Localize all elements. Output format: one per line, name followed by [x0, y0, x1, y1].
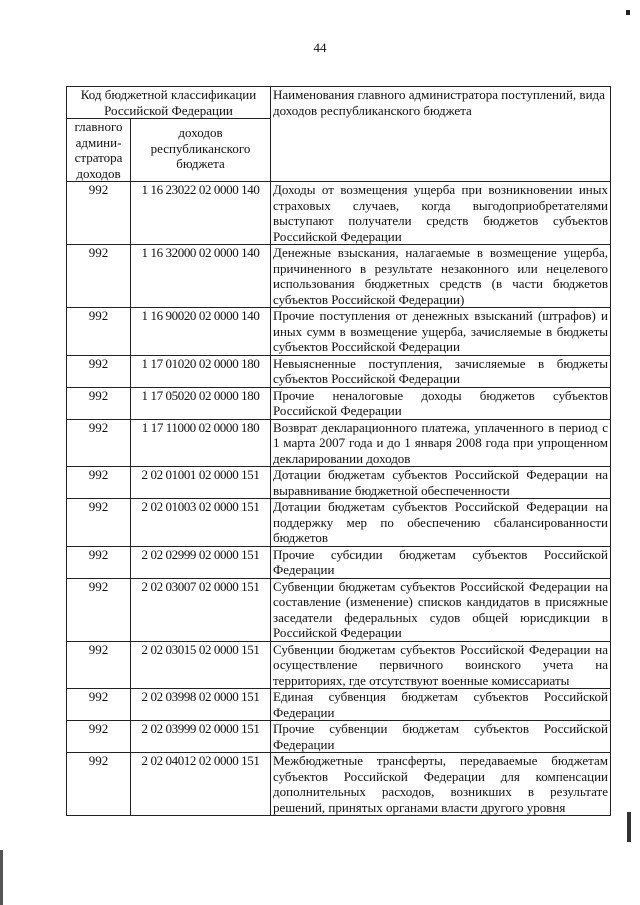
admin-code-cell: 992	[67, 467, 131, 499]
table-row	[67, 578, 611, 641]
table-row	[67, 721, 611, 753]
admin-code-cell: 992	[67, 499, 131, 547]
scan-edge-mark	[0, 850, 3, 905]
income-name-cell: Единая субвенция бюджетам субъектов Российской Федерации	[271, 689, 611, 721]
income-code-cell: 2 02 01003 02 0000 151	[131, 499, 271, 547]
admin-code-cell: 992	[67, 546, 131, 578]
admin-code-cell: 992	[67, 578, 131, 641]
header-name-column: Наименования главного администратора поступлений, вида доходов республиканского бюджета	[271, 87, 611, 182]
header-income-column: доходов республиканского бюджета	[131, 119, 271, 182]
income-code-cell: 2 02 02999 02 0000 151	[131, 546, 271, 578]
table-row	[67, 245, 611, 308]
table-header-row	[67, 87, 611, 119]
income-code-cell: 2 02 03007 02 0000 151	[131, 578, 271, 641]
income-code-cell: 2 02 03998 02 0000 151	[131, 689, 271, 721]
table-row	[67, 355, 611, 387]
income-code-cell: 1 17 11000 02 0000 180	[131, 419, 271, 467]
income-name-cell: Субвенции бюджетам субъектов Российской Федерации на осуществление первичного воинского учета на территориях, где отсутствуют военные комиссариаты	[271, 641, 611, 689]
header-code-group: Код бюджетной классификации Российской Федерации	[67, 87, 271, 119]
income-code-cell: 1 16 90020 02 0000 140	[131, 308, 271, 356]
income-code-cell: 1 16 32000 02 0000 140	[131, 245, 271, 308]
admin-code-cell: 992	[67, 721, 131, 753]
admin-code-cell: 992	[67, 245, 131, 308]
admin-code-cell: 992	[67, 387, 131, 419]
page-number: 44	[313, 40, 327, 55]
income-code-cell: 2 02 03999 02 0000 151	[131, 721, 271, 753]
income-name-cell: Возврат декларационного платежа, уплаченного в период с 1 марта 2007 года и до 1 января 2008 года при упрощенном декларировании доходов	[271, 419, 611, 467]
table-row	[67, 182, 611, 245]
table-row	[67, 387, 611, 419]
income-name-cell: Прочие субвенции бюджетам субъектов Российской Федерации	[271, 721, 611, 753]
table-row	[67, 467, 611, 499]
income-code-cell: 2 02 04012 02 0000 151	[131, 753, 271, 816]
budget-classification-table	[66, 86, 611, 816]
table-row	[67, 689, 611, 721]
income-name-cell: Межбюджетные трансферты, передаваемые бюджетам субъектов Российской Федерации для компенсации дополнительных расходов, возникших в результате решений, принятых органами власти другого уровня	[271, 753, 611, 816]
income-code-cell: 1 17 01020 02 0000 180	[131, 355, 271, 387]
table-row	[67, 419, 611, 467]
income-code-cell: 2 02 03015 02 0000 151	[131, 641, 271, 689]
admin-code-cell: 992	[67, 308, 131, 356]
table-row	[67, 308, 611, 356]
table-row	[67, 499, 611, 547]
income-name-cell: Доходы от возмещения ущерба при возникновении иных страховых случаев, когда выгодоприобретателями выступают получатели средств бюджетов субъектов Российской Федерации	[271, 182, 611, 245]
table-row	[67, 753, 611, 816]
admin-code-cell: 992	[67, 182, 131, 245]
scan-edge-mark	[627, 812, 631, 842]
scan-mark	[626, 10, 630, 15]
income-code-cell: 2 02 01001 02 0000 151	[131, 467, 271, 499]
income-name-cell: Субвенции бюджетам субъектов Российской Федерации на составление (изменение) списков кандидатов в присяжные заседатели федеральных судов общей юрисдикции в Российской Федерации	[271, 578, 611, 641]
income-name-cell: Прочие субсидии бюджетам субъектов Российской Федерации	[271, 546, 611, 578]
income-name-cell: Прочие неналоговые доходы бюджетов субъектов Российской Федерации	[271, 387, 611, 419]
admin-code-cell: 992	[67, 355, 131, 387]
income-code-cell: 1 17 05020 02 0000 180	[131, 387, 271, 419]
admin-code-cell: 992	[67, 641, 131, 689]
admin-code-cell: 992	[67, 419, 131, 467]
header-admin-column: главного админи-стратора доходов	[67, 119, 131, 182]
income-name-cell: Денежные взыскания, налагаемые в возмещение ущерба, причиненного в результате незаконного или нецелевого использования бюджетных средств (в части бюджетов субъектов Российской Федерации)	[271, 245, 611, 308]
table-row	[67, 546, 611, 578]
admin-code-cell: 992	[67, 689, 131, 721]
income-name-cell: Дотации бюджетам субъектов Российской Федерации на поддержку мер по обеспечению сбалансированности бюджетов	[271, 499, 611, 547]
income-name-cell: Дотации бюджетам субъектов Российской Федерации на выравнивание бюджетной обеспеченности	[271, 467, 611, 499]
income-code-cell: 1 16 23022 02 0000 140	[131, 182, 271, 245]
table-row	[67, 641, 611, 689]
admin-code-cell: 992	[67, 753, 131, 816]
income-name-cell: Прочие поступления от денежных взысканий (штрафов) и иных сумм в возмещение ущерба, зачисляемые в бюджеты субъектов Российской Федерации	[271, 308, 611, 356]
income-name-cell: Невыясненные поступления, зачисляемые в бюджеты субъектов Российской Федерации	[271, 355, 611, 387]
